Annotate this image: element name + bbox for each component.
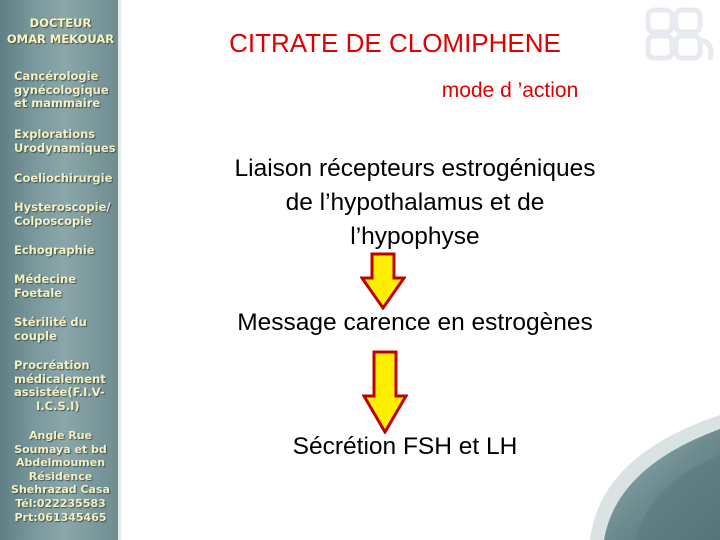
sidebar-item-label: médicalement: [14, 371, 106, 386]
address-line: Prt:061345465: [14, 510, 107, 524]
sidebar-item-label: Colposcopie: [14, 213, 92, 228]
sidebar-item-label: Hysteroscopie/: [14, 200, 111, 214]
step2-text: Message carence en estrogènes: [237, 309, 593, 336]
sidebar-item-echographie[interactable]: [14, 244, 118, 258]
step1-line: Liaison récepteurs estrogéniques: [234, 155, 596, 182]
address-line: Soumaya et bd: [14, 442, 107, 456]
address-line: Tél:022235583: [15, 496, 106, 510]
sidebar-item-sterilite[interactable]: [14, 316, 118, 343]
down-arrow-icon: [362, 350, 408, 434]
sidebar-item-hysteroscopie[interactable]: [14, 201, 118, 228]
sidebar-item-medecine-foetale[interactable]: [14, 273, 118, 300]
sidebar-item-label: I.C.S.I): [36, 398, 80, 413]
address-line: Résidence: [28, 469, 93, 483]
address-line: Shehrazad Casa: [11, 483, 110, 497]
sidebar-item-procreation[interactable]: [14, 359, 118, 413]
step1-text: [150, 152, 680, 254]
sidebar-item-label: couple: [14, 328, 57, 343]
address-line: Angle Rue: [28, 429, 93, 442]
address-line: Abdelmoumen: [15, 456, 106, 470]
sidebar-item-label: assistée(F.I.V-: [14, 385, 105, 399]
sidebar-item-coeliochirurgie[interactable]: [14, 172, 118, 186]
sidebar-item-explorations[interactable]: [14, 128, 118, 155]
sidebar-item-label: Cancérologie: [14, 69, 99, 83]
logo-watermark-icon: [640, 0, 720, 80]
sidebar: [0, 0, 121, 540]
sidebar-item-label: Explorations: [14, 127, 96, 141]
sidebar-item-label: gynécologique: [14, 82, 109, 97]
sidebar-item-cancerologie[interactable]: [14, 70, 118, 111]
step3-text: Sécrétion FSH et LH: [292, 433, 518, 460]
step1-line: de l’hypothalamus et de: [285, 189, 545, 216]
sidebar-item-label: Coeliochirurgie: [14, 171, 113, 185]
page-subtitle: mode d ’action: [441, 79, 579, 102]
sidebar-item-label: Stérilité du: [14, 315, 87, 329]
sidebar-item-label: Urodynamiques: [14, 140, 116, 155]
page-title: CITRATE DE CLOMIPHENE: [229, 28, 561, 58]
sidebar-item-label: Echographie: [14, 243, 95, 257]
sidebar-item-label: Foetale: [14, 285, 63, 300]
sidebar-title-line: OMAR MEKOUAR: [6, 32, 115, 46]
down-arrow-icon: [360, 252, 406, 310]
sidebar-item-label: et mammaire: [14, 96, 101, 110]
sidebar-address: [0, 429, 121, 524]
sidebar-item-label: Médecine: [14, 272, 77, 286]
sidebar-item-label: Procréation: [14, 358, 90, 372]
step1-line: l’hypophyse: [350, 223, 480, 250]
sidebar-title-line: DOCTEUR: [29, 16, 92, 30]
